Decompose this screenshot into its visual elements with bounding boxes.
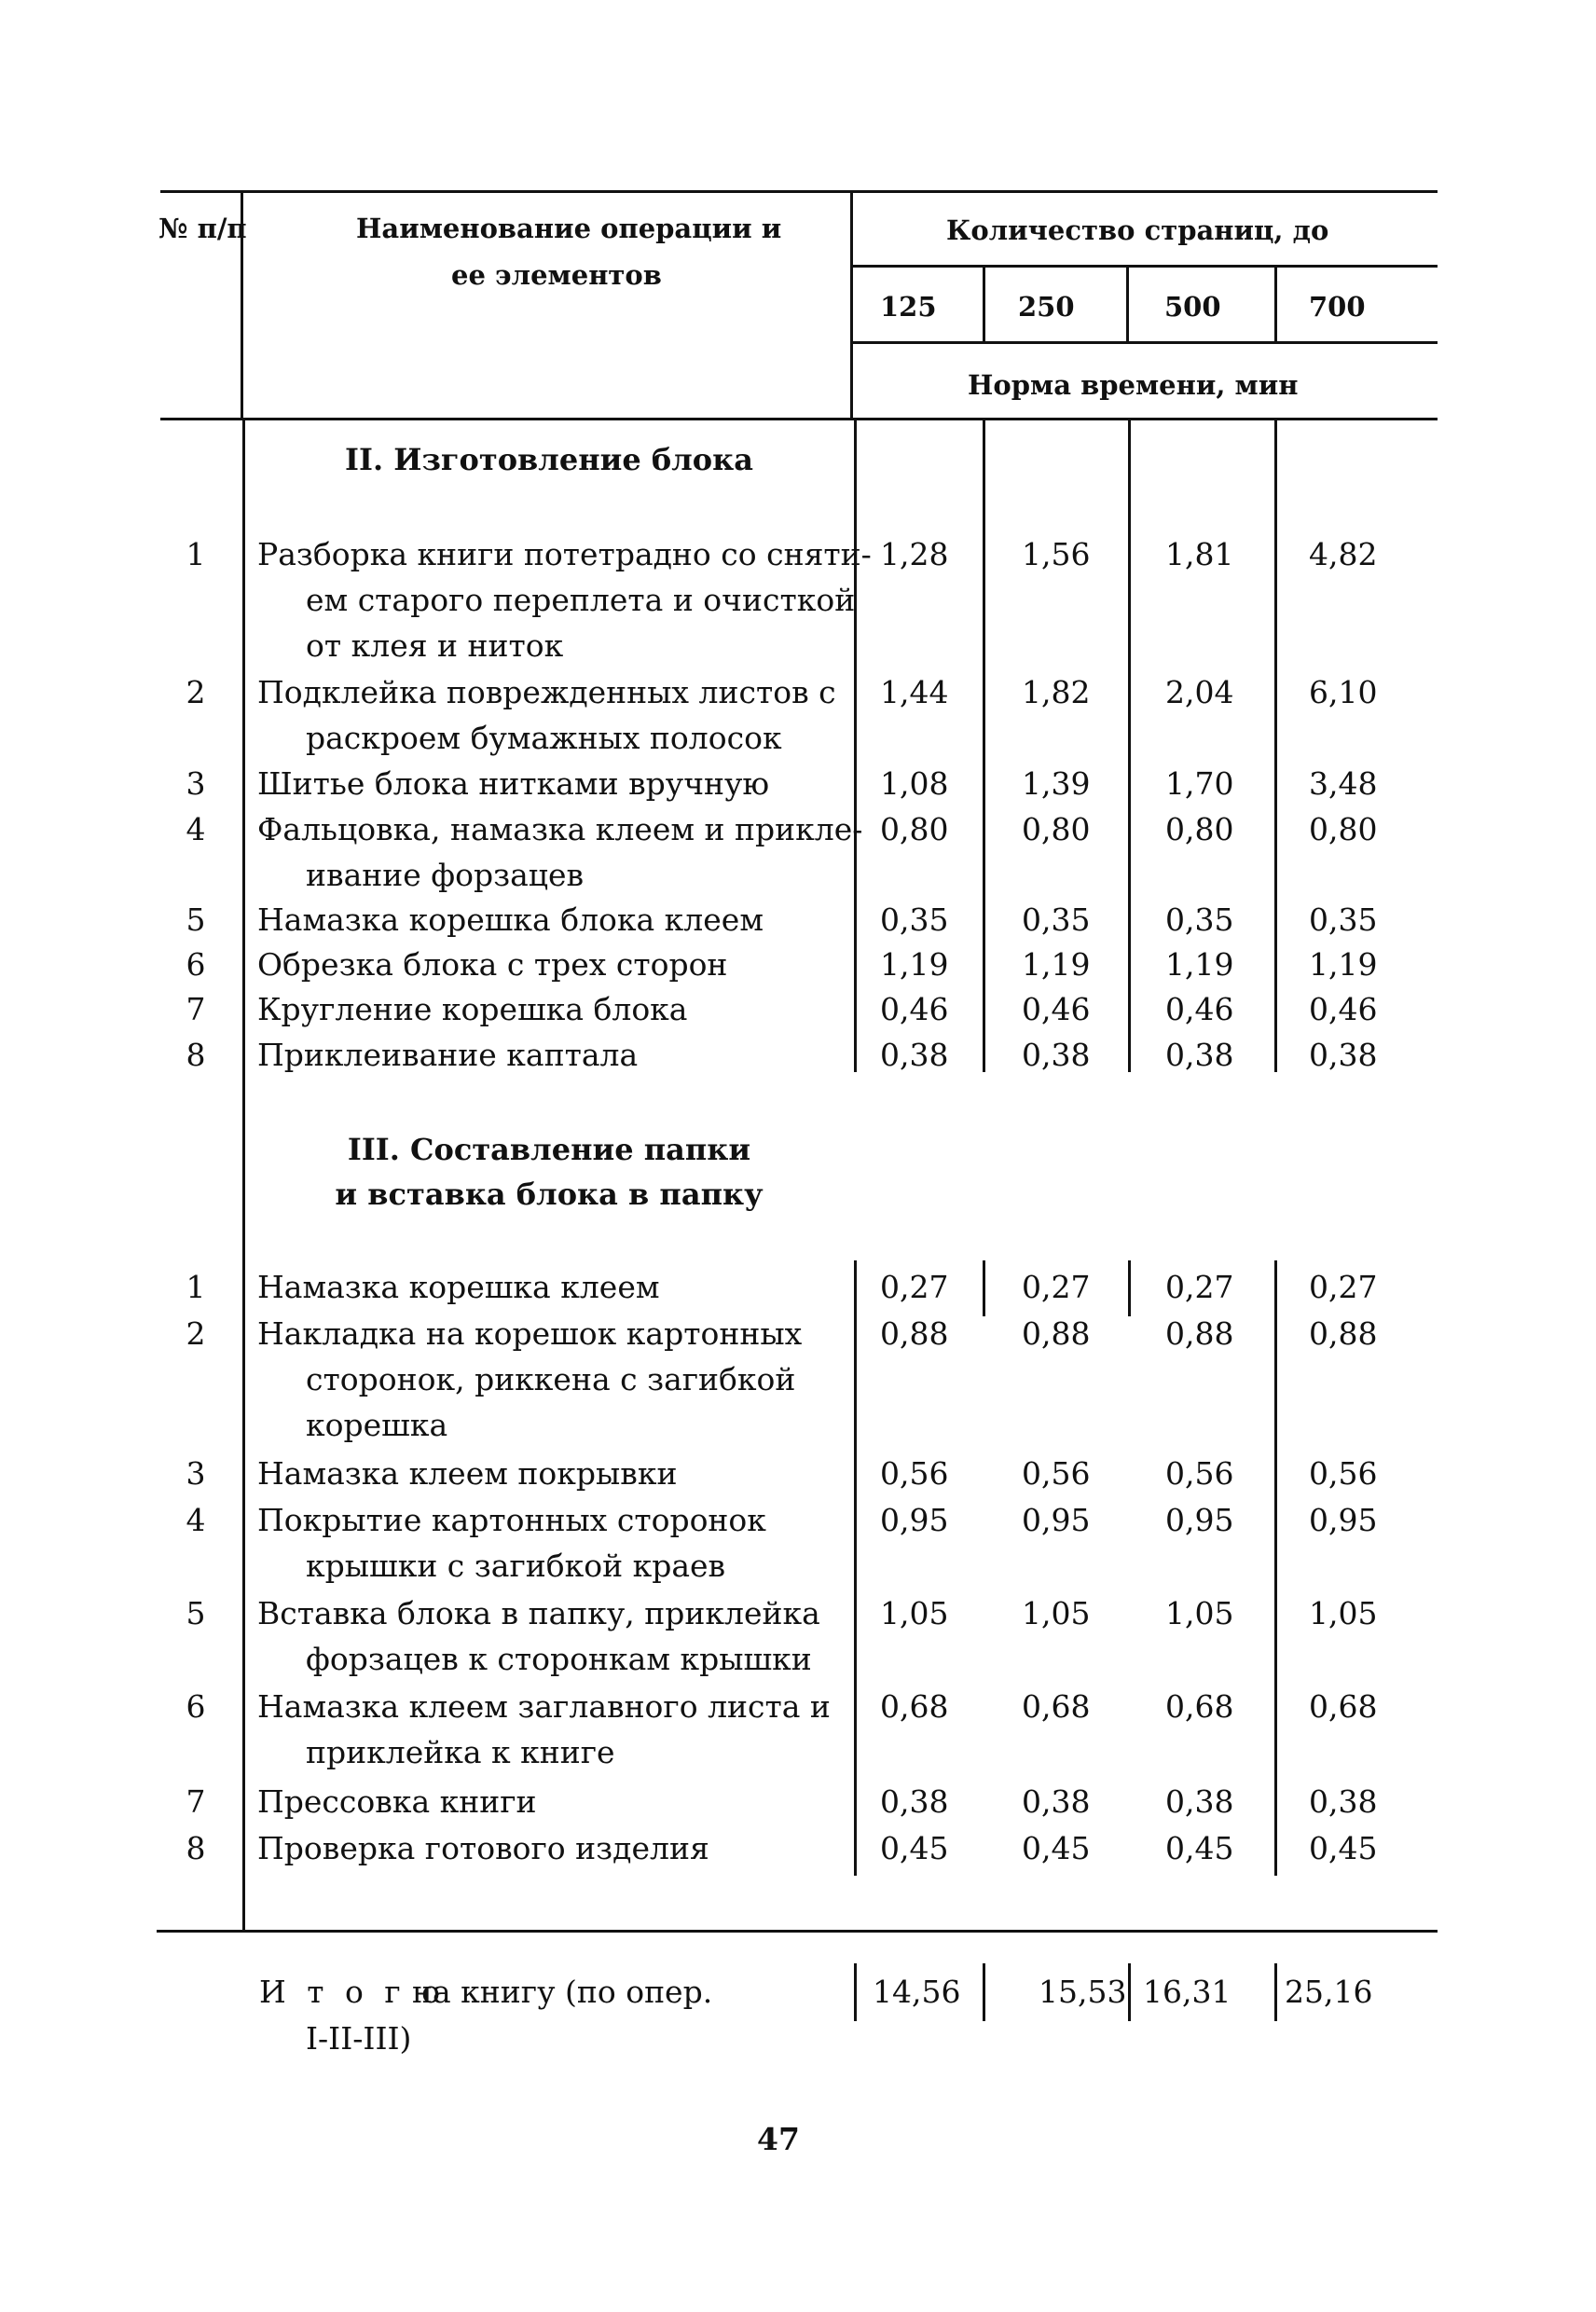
value-125: 1,28 <box>880 536 949 572</box>
value-250: 0,56 <box>1022 1455 1091 1492</box>
total-separator-rule <box>157 1930 1438 1933</box>
operation-text: Обрезка блока с трех сторон <box>257 946 728 983</box>
section-title-3-line2: и вставка блока в папку <box>335 1177 764 1212</box>
value-700: 3,48 <box>1309 765 1378 802</box>
value-500: 2,04 <box>1165 674 1234 710</box>
operation-text: Намазка корешка клеем <box>257 1269 660 1305</box>
value-250: 1,82 <box>1022 674 1091 710</box>
value-250: 0,80 <box>1022 811 1091 847</box>
column-header-pages: Количество страниц, до <box>946 214 1329 246</box>
value-250: 0,95 <box>1022 1502 1091 1538</box>
value-500: 0,88 <box>1165 1315 1234 1352</box>
row-number: 1 <box>186 1269 206 1305</box>
row-number: 6 <box>186 1688 206 1725</box>
value-500: 1,05 <box>1165 1595 1234 1631</box>
value-700: 0,38 <box>1309 1037 1378 1073</box>
operation-text: Подклейка поврежденных листов с раскроем бумажных полосок <box>257 674 836 756</box>
operation-text: Кругление корешка блока <box>257 991 688 1027</box>
value-700: 1,19 <box>1309 946 1378 983</box>
row-number: 7 <box>186 1783 206 1820</box>
value-700: 0,45 <box>1309 1830 1378 1866</box>
value-700: 0,80 <box>1309 811 1378 847</box>
page-number: 47 <box>757 2121 800 2157</box>
value-125: 0,38 <box>880 1037 949 1073</box>
operation-text: Вставка блока в папку, приклейка форзацев к сторонкам крышки <box>257 1595 820 1677</box>
total-value-125: 14,56 <box>873 1974 961 2010</box>
header-divider-250 <box>983 265 985 343</box>
body-divider-250-sec3 <box>983 1260 985 1316</box>
value-700: 4,82 <box>1309 536 1378 572</box>
row-number: 3 <box>186 765 206 802</box>
row-number: 2 <box>186 1315 206 1352</box>
operation-text: Фальцовка, намазка клеем и прикле- ивание форзацев <box>257 811 863 893</box>
value-250: 1,56 <box>1022 536 1091 572</box>
body-divider-125-sec2 <box>854 420 857 1072</box>
total-value-250: 15,53 <box>1039 1974 1127 2010</box>
value-250: 0,45 <box>1022 1830 1091 1866</box>
value-125: 0,80 <box>880 811 949 847</box>
total-label-line2: I-II-III) <box>306 2020 412 2057</box>
value-700: 0,68 <box>1309 1688 1378 1725</box>
row-number: 5 <box>186 901 206 938</box>
row-number: 3 <box>186 1455 206 1492</box>
row-number: 5 <box>186 1595 206 1631</box>
operation-text: Намазка корешка блока клеем <box>257 901 764 938</box>
value-250: 1,19 <box>1022 946 1091 983</box>
operation-text: Шитье блока нитками вручную <box>257 765 770 802</box>
pages-header-rule <box>850 265 1438 268</box>
column-header-name-line1: Наименование операции и <box>356 213 782 244</box>
value-700: 0,46 <box>1309 991 1378 1027</box>
value-500: 0,38 <box>1165 1783 1234 1820</box>
value-125: 1,08 <box>880 765 949 802</box>
column-header-250: 250 <box>1018 291 1075 323</box>
value-250: 0,68 <box>1022 1688 1091 1725</box>
row-number: 6 <box>186 946 206 983</box>
value-700: 0,27 <box>1309 1269 1378 1305</box>
body-divider-700-sec2 <box>1274 420 1277 1072</box>
column-header-125: 125 <box>880 291 937 323</box>
value-700: 0,88 <box>1309 1315 1378 1352</box>
value-250: 0,38 <box>1022 1037 1091 1073</box>
header-divider-name <box>850 190 853 420</box>
operation-text: Прессовка книги <box>257 1783 537 1820</box>
row-number: 4 <box>186 1502 206 1538</box>
operation-text: Проверка готового изделия <box>257 1830 709 1866</box>
value-700: 6,10 <box>1309 674 1378 710</box>
row-number: 8 <box>186 1037 206 1073</box>
value-500: 0,27 <box>1165 1269 1234 1305</box>
value-125: 1,05 <box>880 1595 949 1631</box>
row-number: 1 <box>186 536 206 572</box>
pages-values-rule <box>850 341 1438 344</box>
value-125: 0,27 <box>880 1269 949 1305</box>
value-250: 0,46 <box>1022 991 1091 1027</box>
value-700: 0,38 <box>1309 1783 1378 1820</box>
row-number: 7 <box>186 991 206 1027</box>
total-label-rest: на книгу (по опер. <box>412 1974 713 2010</box>
table-top-rule <box>160 190 1438 193</box>
operation-text: Намазка клеем заглавного листа и приклейка к книге <box>257 1688 831 1770</box>
operation-text: Разборка книги потетрадно со сняти- ем старого переплета и очисткой от клея и ниток <box>257 536 872 664</box>
body-divider-250-sec2 <box>983 420 985 1072</box>
body-divider-500-sec2 <box>1128 420 1131 1072</box>
value-125: 0,95 <box>880 1502 949 1538</box>
value-700: 1,05 <box>1309 1595 1378 1631</box>
row-number: 8 <box>186 1830 206 1866</box>
operation-text: Покрытие картонных сторонок крышки с загибкой краев <box>257 1502 766 1584</box>
header-bottom-rule <box>160 418 1438 420</box>
value-500: 0,45 <box>1165 1830 1234 1866</box>
operation-text: Накладка на корешок картонных сторонок, риккена с загибкой корешка <box>257 1315 803 1443</box>
operation-text: Намазка клеем покрывки <box>257 1455 678 1492</box>
value-500: 0,80 <box>1165 811 1234 847</box>
section-title-2: II. Изготовление блока <box>345 442 753 477</box>
total-label-spaced: И т о г о <box>259 1974 447 2010</box>
value-250: 0,38 <box>1022 1783 1091 1820</box>
value-125: 0,68 <box>880 1688 949 1725</box>
value-125: 0,35 <box>880 901 949 938</box>
row-number: 4 <box>186 811 206 847</box>
value-500: 1,81 <box>1165 536 1234 572</box>
value-125: 0,46 <box>880 991 949 1027</box>
value-500: 1,70 <box>1165 765 1234 802</box>
total-value-700: 25,16 <box>1285 1974 1373 2010</box>
value-700: 0,56 <box>1309 1455 1378 1492</box>
operation-text: Приклеивание каптала <box>257 1037 639 1073</box>
value-500: 0,95 <box>1165 1502 1234 1538</box>
value-125: 1,44 <box>880 674 949 710</box>
value-250: 0,88 <box>1022 1315 1091 1352</box>
body-divider-700-sec3 <box>1274 1260 1277 1876</box>
value-250: 0,27 <box>1022 1269 1091 1305</box>
column-header-norm: Норма времени, мин <box>968 369 1299 401</box>
section-title-3-line1: III. Составление папки <box>347 1132 751 1167</box>
value-125: 1,19 <box>880 946 949 983</box>
row-number: 2 <box>186 674 206 710</box>
body-divider-125-sec3 <box>854 1260 857 1876</box>
total-value-500: 16,31 <box>1143 1974 1231 2010</box>
header-divider-700 <box>1274 265 1277 343</box>
header-divider-500 <box>1126 265 1129 343</box>
value-250: 0,35 <box>1022 901 1091 938</box>
column-header-700: 700 <box>1309 291 1366 323</box>
value-700: 0,95 <box>1309 1502 1378 1538</box>
column-header-number: № п/п <box>158 213 247 244</box>
body-divider-500-sec3 <box>1128 1260 1131 1316</box>
value-500: 0,38 <box>1165 1037 1234 1073</box>
value-125: 0,38 <box>880 1783 949 1820</box>
value-125: 0,88 <box>880 1315 949 1352</box>
column-header-500: 500 <box>1164 291 1221 323</box>
value-250: 1,39 <box>1022 765 1091 802</box>
total-divider-125 <box>854 1963 857 2021</box>
column-header-name-line2: ее элементов <box>451 259 662 291</box>
value-125: 0,45 <box>880 1830 949 1866</box>
value-500: 0,46 <box>1165 991 1234 1027</box>
value-250: 1,05 <box>1022 1595 1091 1631</box>
total-divider-250 <box>983 1963 985 2021</box>
value-125: 0,56 <box>880 1455 949 1492</box>
value-500: 0,68 <box>1165 1688 1234 1725</box>
value-500: 1,19 <box>1165 946 1234 983</box>
value-500: 0,56 <box>1165 1455 1234 1492</box>
total-divider-700 <box>1274 1963 1277 2021</box>
value-500: 0,35 <box>1165 901 1234 938</box>
value-700: 0,35 <box>1309 901 1378 938</box>
total-divider-500 <box>1128 1963 1131 2021</box>
